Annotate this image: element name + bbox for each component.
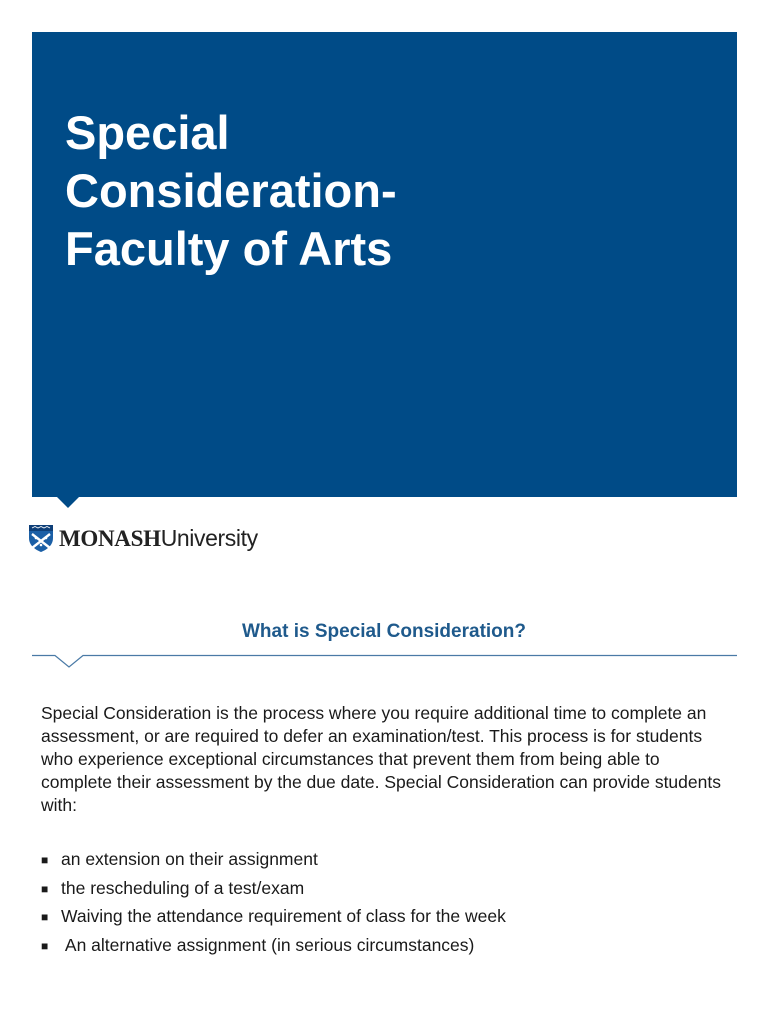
logo-wordmark [59, 523, 258, 554]
slide-title-line: Special [65, 106, 230, 159]
monash-logo [28, 518, 258, 558]
list-item [41, 934, 731, 958]
slide-title-line: Consideration- [65, 164, 397, 217]
list-item-text: Waiving the attendance requirement of class for the week [61, 906, 506, 926]
list-item [41, 877, 731, 901]
banner-pointer [56, 496, 80, 508]
section-heading: What is Special Consideration? [242, 621, 526, 642]
square-bullet-icon: ■ [41, 881, 49, 896]
slide-title [65, 104, 665, 278]
logo-wordmark-bold: MONASH [59, 525, 161, 551]
monash-crest-icon [28, 523, 54, 553]
list-item-text: an extension on their assignment [61, 849, 318, 869]
slide-title-line: Faculty of Arts [65, 222, 393, 275]
list-item-text: the rescheduling of a test/exam [61, 877, 305, 898]
square-bullet-icon: ■ [41, 938, 49, 953]
intro-paragraph: Special Consideration is the process where you require additional time to complete an assessment, or are required to defer an examination/test. This process is for students who experience exceptional circumstances that prevent them from being able to complete their assessment by the due date. Special Consideration can provide students with: [41, 703, 721, 815]
logo-wordmark-regular: University [160, 524, 258, 551]
list-item [41, 905, 731, 929]
section-divider [32, 654, 737, 670]
title-banner [32, 32, 737, 497]
list-item-text: An alternative assignment (in serious circumstances) [61, 934, 475, 955]
square-bullet-icon: ■ [41, 853, 49, 867]
benefits-list [41, 848, 731, 962]
square-bullet-icon: ■ [41, 910, 49, 924]
list-item [41, 848, 731, 872]
